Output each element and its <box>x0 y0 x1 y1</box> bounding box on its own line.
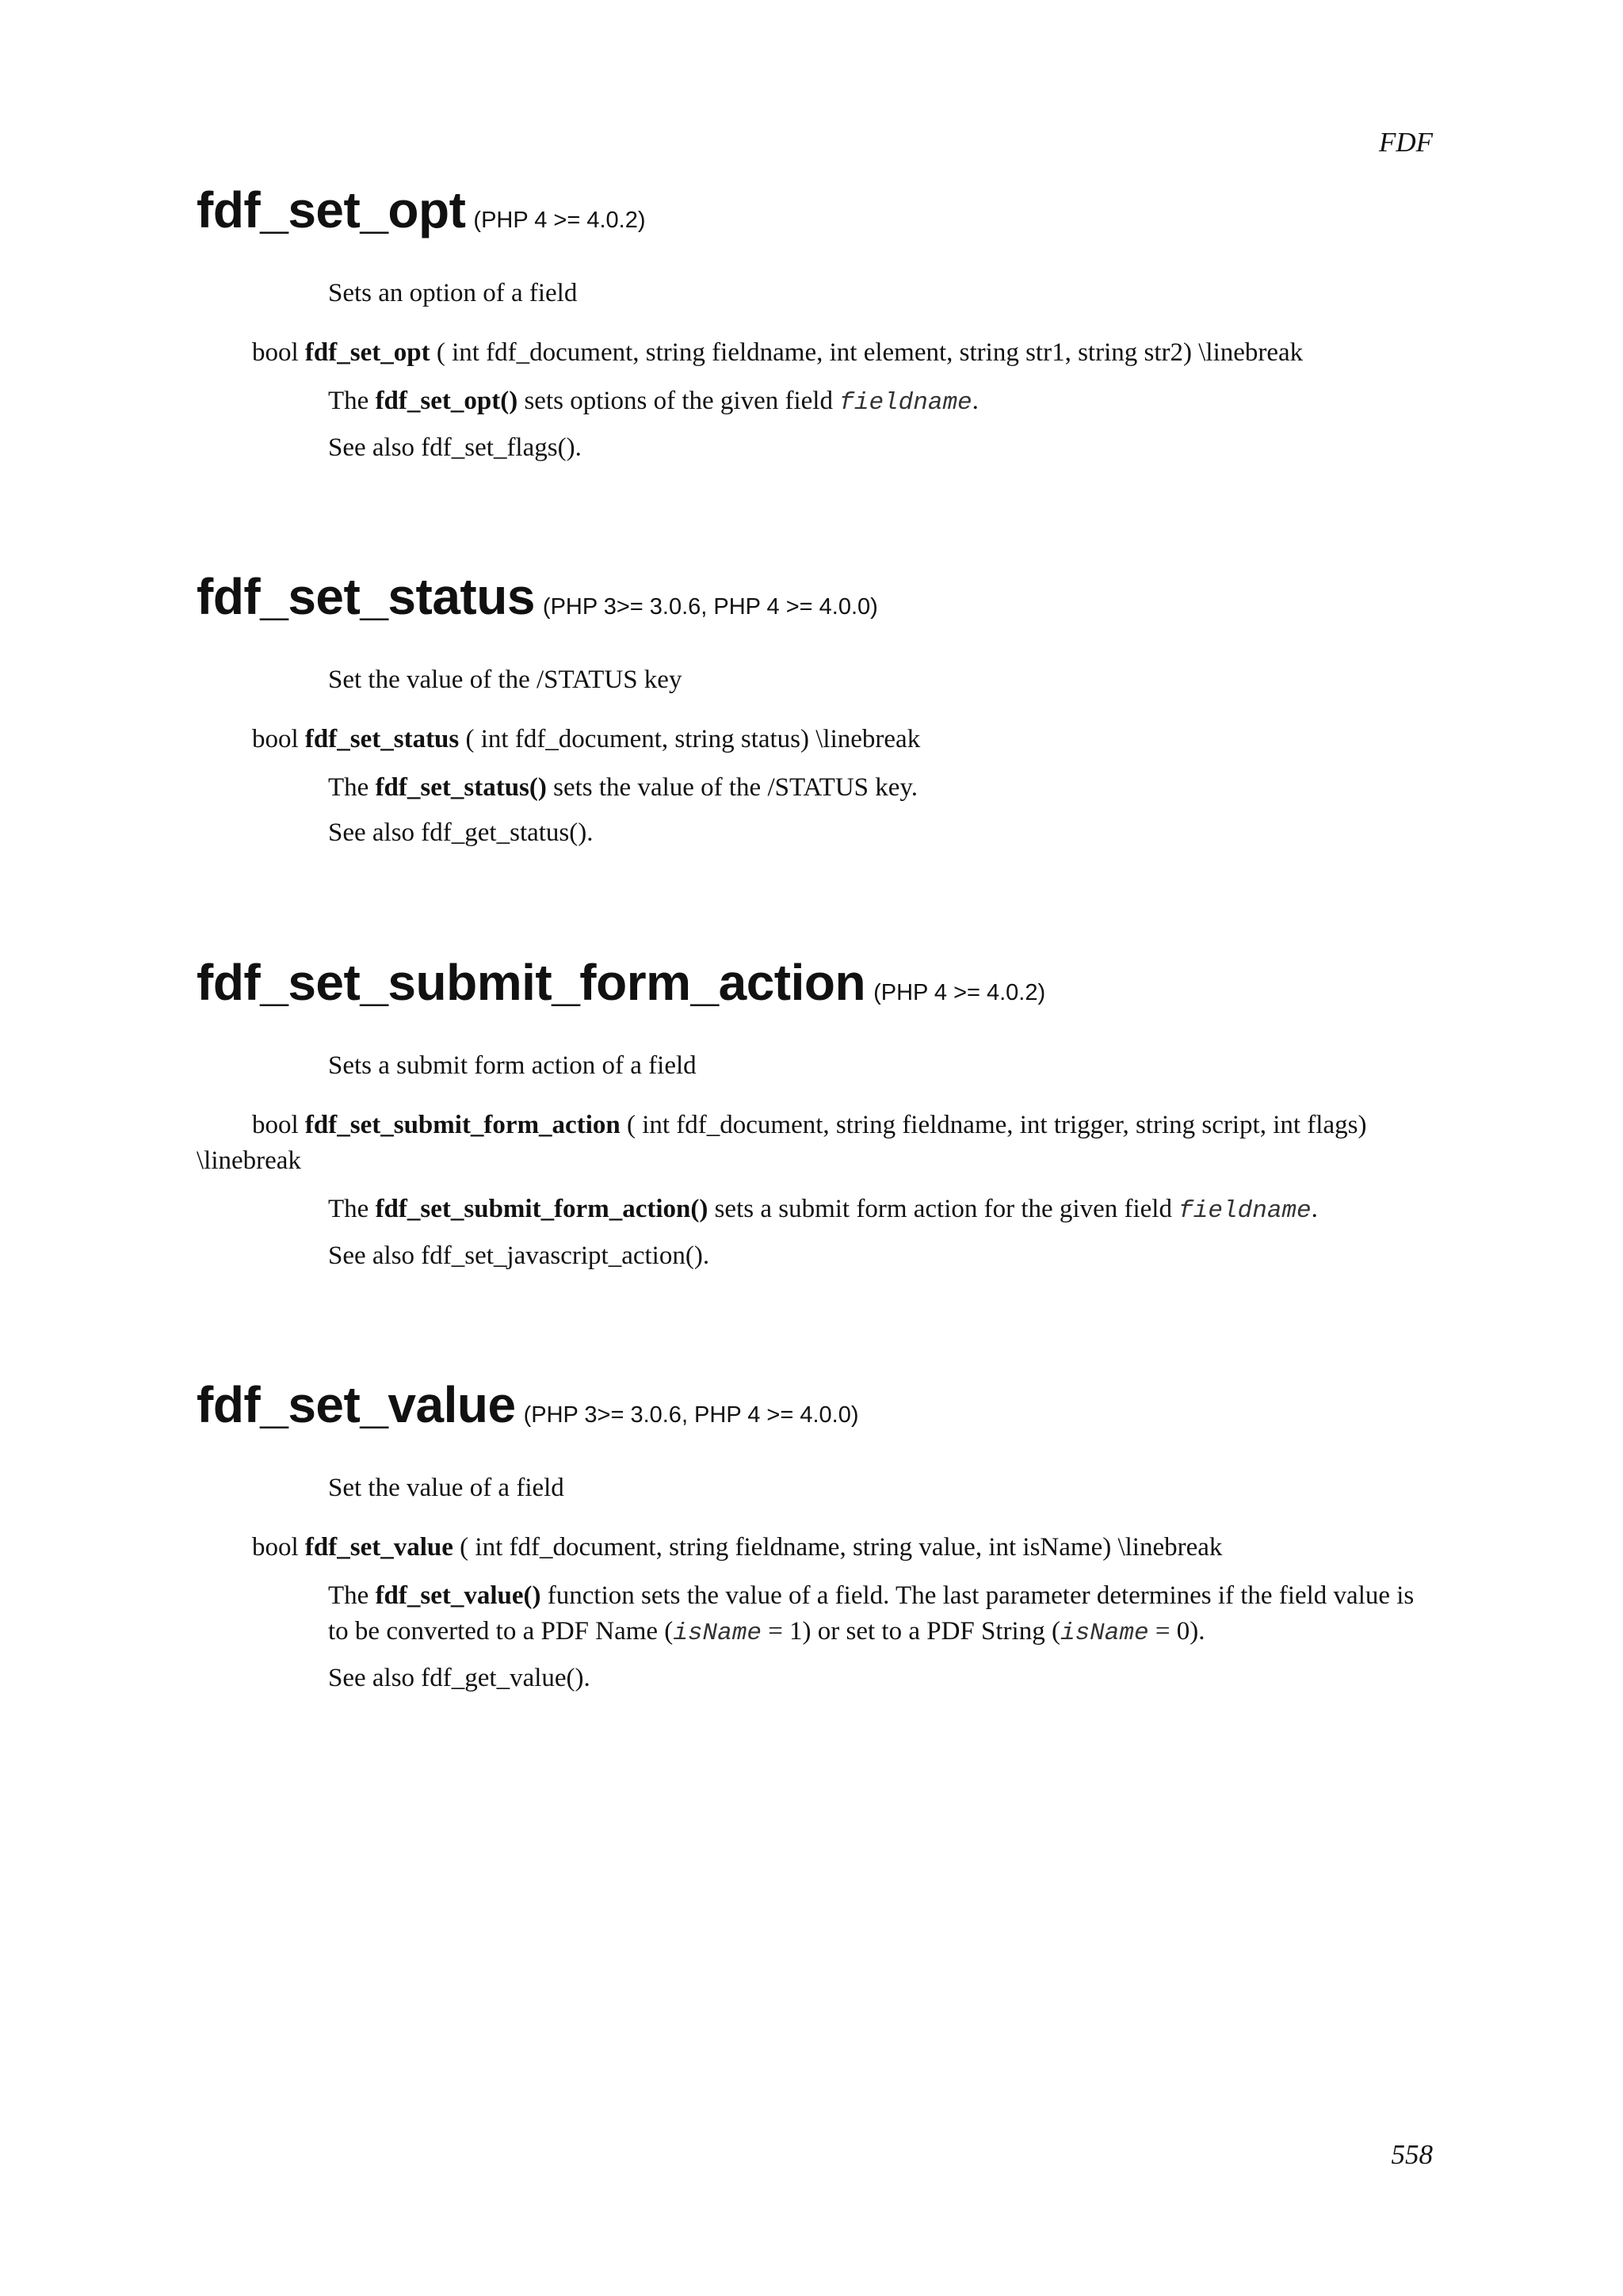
version-note: (PHP 3>= 3.0.6, PHP 4 >= 4.0.0) <box>523 1402 859 1428</box>
function-synopsis <box>252 335 1433 371</box>
function-synopsis <box>252 1530 1433 1566</box>
purpose-text: Set the value of the /STATUS key <box>328 666 682 694</box>
version-note: (PHP 4 >= 4.0.2) <box>873 980 1046 1005</box>
synopsis-function-name: fdf_set_value <box>304 1533 453 1562</box>
see-also: See also fdf_set_javascript_action(). <box>328 1241 710 1270</box>
desc-text: function sets the value of a field. The last parameter determines if the field value is to be converted to a PDF Name ( <box>328 1581 1415 1646</box>
entry-title <box>197 181 1433 239</box>
description <box>328 1578 1433 1651</box>
version-note: (PHP 3>= 3.0.6, PHP 4 >= 4.0.0) <box>542 594 878 620</box>
entry-title <box>197 567 1433 626</box>
synopsis-arguments: ( int fdf_document, string fieldname, string value, int isName) \linebreak <box>460 1533 1223 1562</box>
desc-text: sets the value of the /STATUS key. <box>553 773 918 802</box>
entry-fdf-set-opt <box>197 181 1433 463</box>
description <box>328 770 1433 806</box>
description <box>328 1192 1433 1229</box>
synopsis-arguments: ( int fdf_document, string fieldname, int trigger, string script, int flags) \linebreak <box>197 1111 1367 1175</box>
see-also: See also fdf_get_value(). <box>328 1664 590 1692</box>
function-name: fdf_set_value <box>197 1376 516 1433</box>
return-type: bool <box>252 1111 299 1139</box>
function-name: fdf_set_status <box>197 568 535 625</box>
entry-title <box>197 953 1433 1012</box>
desc-text: = 1) or set to a PDF String ( <box>768 1617 1060 1646</box>
synopsis-function-name: fdf_set_submit_form_action <box>304 1111 621 1139</box>
synopsis-arguments: ( int fdf_document, string status) \linebreak <box>465 725 921 753</box>
desc-function-name: fdf_set_opt() <box>375 387 518 415</box>
version-note: (PHP 4 >= 4.0.2) <box>473 208 646 233</box>
desc-text: The <box>328 773 369 802</box>
desc-function-name: fdf_set_submit_form_action() <box>375 1195 708 1223</box>
synopsis-function-name: fdf_set_status <box>304 725 460 753</box>
purpose-text: Set the value of a field <box>328 1474 564 1502</box>
entry-fdf-set-submit-form-action <box>197 953 1433 1271</box>
return-type: bool <box>252 338 299 367</box>
parameter-name: fieldname <box>839 389 972 417</box>
desc-text: The <box>328 1581 369 1610</box>
function-synopsis <box>252 722 1433 757</box>
parameter-name: fieldname <box>1178 1197 1312 1225</box>
desc-text: sets a submit form action for the given field <box>714 1195 1172 1223</box>
function-name: fdf_set_opt <box>197 181 466 238</box>
parameter-name: isName <box>1060 1619 1149 1647</box>
parameter-name: isName <box>673 1619 762 1647</box>
desc-function-name: fdf_set_value() <box>375 1581 541 1610</box>
entry-fdf-set-status <box>197 567 1433 848</box>
desc-text: . <box>972 387 979 415</box>
purpose-text: Sets an option of a field <box>328 279 578 307</box>
running-header: FDF <box>1378 127 1433 158</box>
desc-text: . <box>1311 1195 1318 1223</box>
see-also: See also fdf_set_flags(). <box>328 433 582 462</box>
return-type: bool <box>252 725 299 753</box>
entry-title <box>197 1375 1433 1434</box>
desc-text: The <box>328 387 369 415</box>
synopsis-arguments: ( int fdf_document, string fieldname, int element, string str1, string str2) \linebreak <box>436 338 1304 367</box>
purpose-text: Sets a submit form action of a field <box>328 1051 697 1080</box>
synopsis-function-name: fdf_set_opt <box>304 338 430 367</box>
desc-text: sets options of the given field <box>524 387 833 415</box>
desc-text: = 0). <box>1155 1617 1205 1646</box>
return-type: bool <box>252 1533 299 1562</box>
desc-text: The <box>328 1195 369 1223</box>
function-synopsis <box>197 1108 1433 1179</box>
function-name: fdf_set_submit_form_action <box>197 954 866 1011</box>
description <box>328 383 1433 421</box>
entry-fdf-set-value <box>197 1375 1433 1693</box>
see-also: See also fdf_get_status(). <box>328 818 594 847</box>
page-number: 558 <box>1391 2139 1433 2170</box>
desc-function-name: fdf_set_status() <box>375 773 547 802</box>
